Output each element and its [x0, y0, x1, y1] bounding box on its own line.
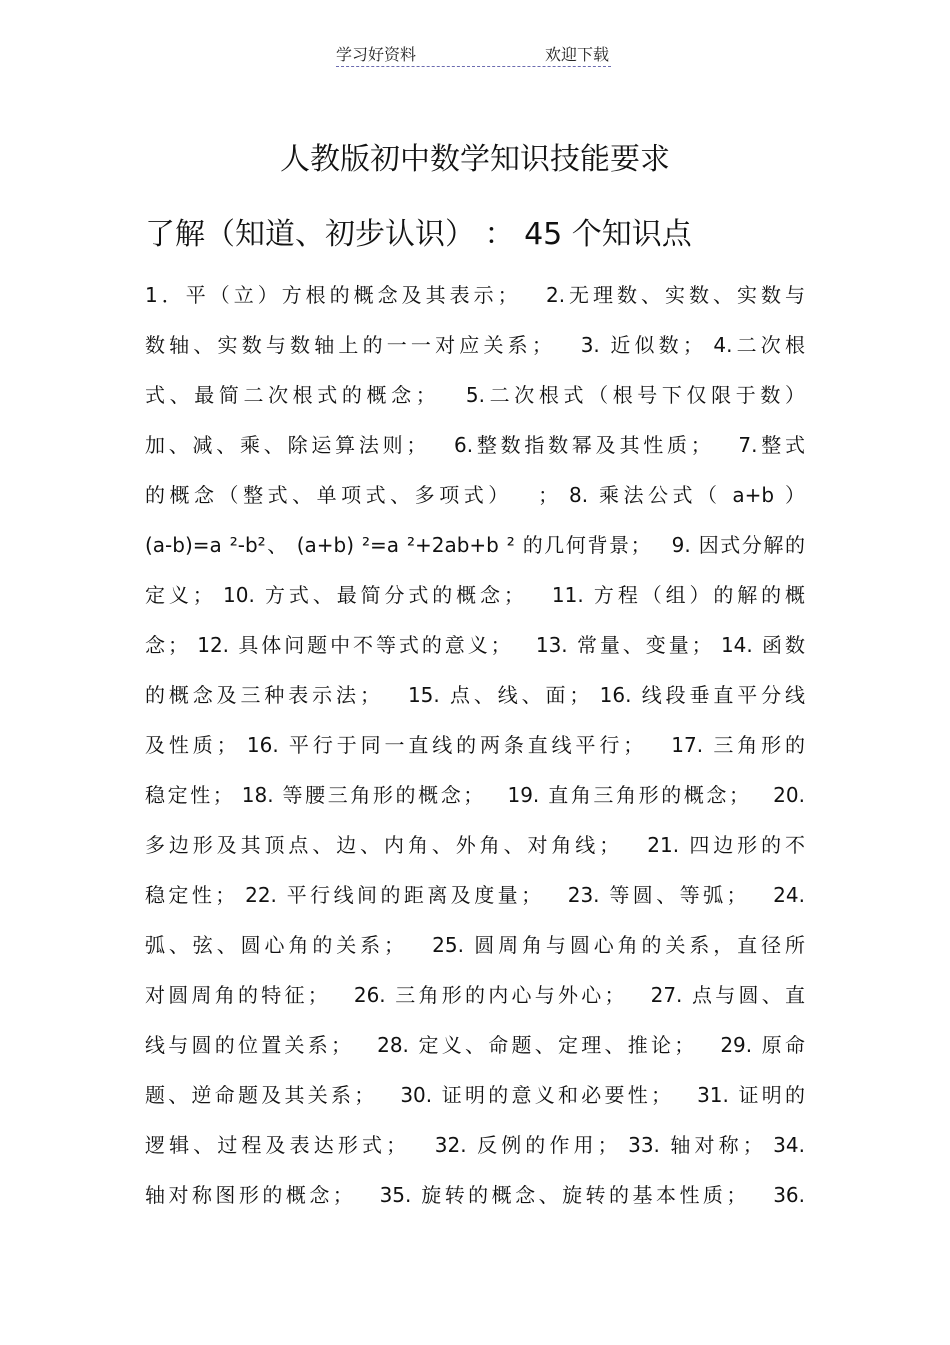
document-title: 人教版初中数学知识技能要求: [280, 142, 670, 177]
body-line: 稳定性； 18. 等腰三角形的概念； 19. 直角三角形的概念； 20.: [145, 783, 805, 807]
body-line: 1．平（立）方根的概念及其表示； 2.无理数、实数、实数与: [145, 283, 805, 307]
document-body: [145, 270, 805, 1220]
body-line: 及性质； 16. 平行于同一直线的两条直线平行； 17. 三角形的: [145, 733, 805, 757]
body-line: 多边形及其顶点、边、内角、外角、对角线； 21. 四边形的不: [145, 833, 805, 857]
page-header: [336, 40, 611, 67]
header-right-text: 欢迎下载: [544, 45, 609, 64]
body-line: 的概念及三种表示法； 15. 点、线、面； 16. 线段垂直平分线: [145, 683, 805, 707]
body-line: 逻辑、过程及表达形式； 32. 反例的作用； 33. 轴对称； 34.: [145, 1133, 805, 1157]
body-line: 念； 12. 具体问题中不等式的意义； 13. 常量、变量； 14. 函数: [145, 633, 805, 657]
body-line: 加、减、乘、除运算法则； 6.整数指数幂及其性质； 7.整式: [145, 433, 805, 457]
body-line: 式、最简二次根式的概念； 5.二次根式（根号下仅限于数）: [145, 383, 805, 407]
body-line: 的概念（整式、单项式、多项式） ； 8. 乘法公式（ a+b ）: [145, 483, 805, 507]
body-line: 轴对称图形的概念； 35. 旋转的概念、旋转的基本性质； 36.: [145, 1183, 805, 1207]
body-line: 对圆周角的特征； 26. 三角形的内心与外心； 27. 点与圆、直: [145, 983, 805, 1007]
body-line: 定义； 10. 方式、最简分式的概念； 11. 方程（组）的解的概: [145, 583, 805, 607]
body-line: 线与圆的位置关系； 28. 定义、命题、定理、推论； 29. 原命: [145, 1033, 805, 1057]
body-line: 弧、弦、圆心角的关系； 25. 圆周角与圆心角的关系，直径所: [145, 933, 805, 957]
header-left-text: 学习好资料: [336, 45, 417, 64]
body-line: 稳定性； 22. 平行线间的距离及度量； 23. 等圆、等弧； 24.: [145, 883, 805, 907]
body-line: (a-b)=a ²-b²、 (a+b) ²=a ²+2ab+b ² 的几何背景； 9. 因式分解的: [145, 533, 805, 557]
body-line: 数轴、实数与数轴上的一一对应关系； 3. 近似数； 4.二次根: [145, 333, 805, 357]
body-line: 题、逆命题及其关系； 30. 证明的意义和必要性； 31. 证明的: [145, 1083, 805, 1107]
section-heading: 了解（知道、初步认识） ： 45 个知识点: [145, 217, 692, 252]
